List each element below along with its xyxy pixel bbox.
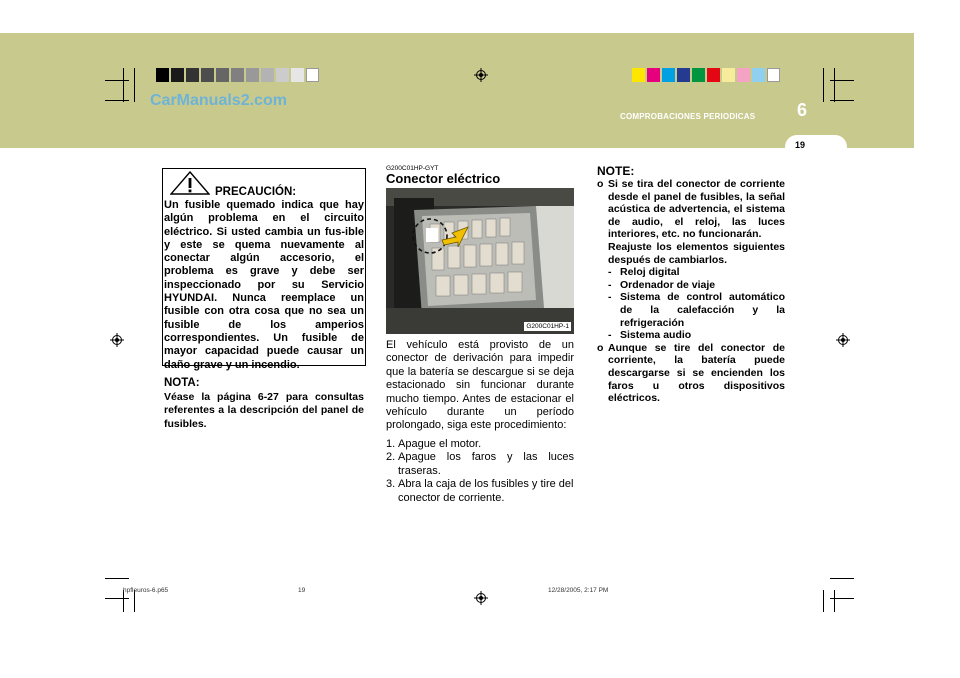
note-title: NOTE: xyxy=(597,164,635,178)
warning-triangle-icon xyxy=(170,171,210,195)
color-swatch xyxy=(186,68,199,82)
color-swatch xyxy=(647,68,660,82)
caution-text: Un fusible quemado indica que hay algún problema en el circuito eléctrico. Si usted cambia un fus-ible y este se quema nuevamente al conectar algún accesorio, el problema es grave y debe ser inspeccionado por su Servicio HYUNDAI. Nunca reemplace un fusible con otra cosa que no sea un fusible de los amperios correspondientes. Un fusible de mayor capacidad puede causar un daño grave y un incendio. xyxy=(164,199,364,371)
color-swatch xyxy=(171,68,184,82)
color-swatch xyxy=(261,68,274,82)
color-swatch xyxy=(632,68,645,82)
color-swatch xyxy=(767,68,780,82)
color-swatch xyxy=(201,68,214,82)
registration-mark-icon xyxy=(110,333,124,347)
color-swatch xyxy=(291,68,304,82)
color-swatch xyxy=(662,68,675,82)
fuse-box-photo xyxy=(386,188,574,334)
section-title: COMPROBACIONES PERIODICAS xyxy=(620,112,756,121)
process-color-bar xyxy=(632,68,780,82)
color-swatch xyxy=(737,68,750,82)
color-swatch xyxy=(707,68,720,82)
page-number: 19 xyxy=(795,140,806,150)
article-code: G200C01HP-GYT xyxy=(386,165,439,172)
fuse-box-illustration xyxy=(386,188,574,334)
nota-text: Véase la página 6-27 para consultas referentes a la descripción del panel de fusibles. xyxy=(164,391,364,430)
article-heading: Conector eléctrico xyxy=(386,171,501,186)
sub-item: - Reloj digital xyxy=(608,266,680,279)
registration-mark-icon xyxy=(836,333,850,347)
nota-title: NOTA: xyxy=(164,377,200,389)
list-item: o Aunque se tire del conector de corriente, la batería puede descargarse si se encienden los faros u otros dispositivos eléctricos. xyxy=(597,341,785,405)
color-swatch xyxy=(722,68,735,82)
footer-page: 19 xyxy=(298,587,306,594)
step-list xyxy=(386,438,574,505)
color-swatch xyxy=(216,68,229,82)
color-swatch xyxy=(677,68,690,82)
footer-datetime: 12/28/2005, 2:17 PM xyxy=(548,587,609,594)
chapter-number: 6 xyxy=(797,100,808,120)
list-item: 1. Apague el motor. xyxy=(386,438,482,450)
list-item: o Si se tira del conector de corriente desde el panel de fusibles, la señal acústica de advertencia, el sistema de audio, el reloj, las luces interiores, etc. no funcionarán. Reajuste los elementos siguientes después de cambiarlos. - Reloj digital - Ordenador de viaje - Sistema de control automático de la calefacción y la refrigeración - Sistema audio xyxy=(597,178,785,342)
caution-title: PRECAUCIÓN: xyxy=(215,186,297,198)
color-swatch xyxy=(276,68,289,82)
list-item: 3. Abra la caja de los fusibles y tire del conector de corriente. xyxy=(386,478,574,504)
color-swatch xyxy=(246,68,259,82)
color-swatch xyxy=(231,68,244,82)
note-list xyxy=(597,178,785,405)
color-swatch xyxy=(306,68,319,82)
sub-item: - Ordenador de viaje xyxy=(608,278,716,291)
registration-mark-icon xyxy=(474,68,488,82)
sub-item: - Sistema audio xyxy=(608,329,692,342)
registration-mark-icon xyxy=(474,591,488,605)
color-swatch xyxy=(156,68,169,82)
header-band xyxy=(0,33,914,148)
color-swatch xyxy=(692,68,705,82)
list-item: 2. Apague los faros y las luces traseras. xyxy=(386,451,574,477)
watermark-link[interactable]: CarManuals2.com xyxy=(150,92,287,109)
image-caption: G200C01HP-1 xyxy=(526,323,569,330)
sub-item: - Sistema de control automático de la calefacción y la refrigeración xyxy=(608,291,785,329)
color-swatch xyxy=(752,68,765,82)
article-text: El vehículo está provisto de un conector de derivación para impedir que la batería se descargue si se deja estacionado sin funcionar durante mucho tiempo. Antes de estacionar el vehículo durante un período prolongado, siga este procedimiento: xyxy=(386,339,574,432)
footer-filename: hpfleuros-6.p65 xyxy=(123,587,169,594)
gray-color-bar xyxy=(156,68,319,82)
